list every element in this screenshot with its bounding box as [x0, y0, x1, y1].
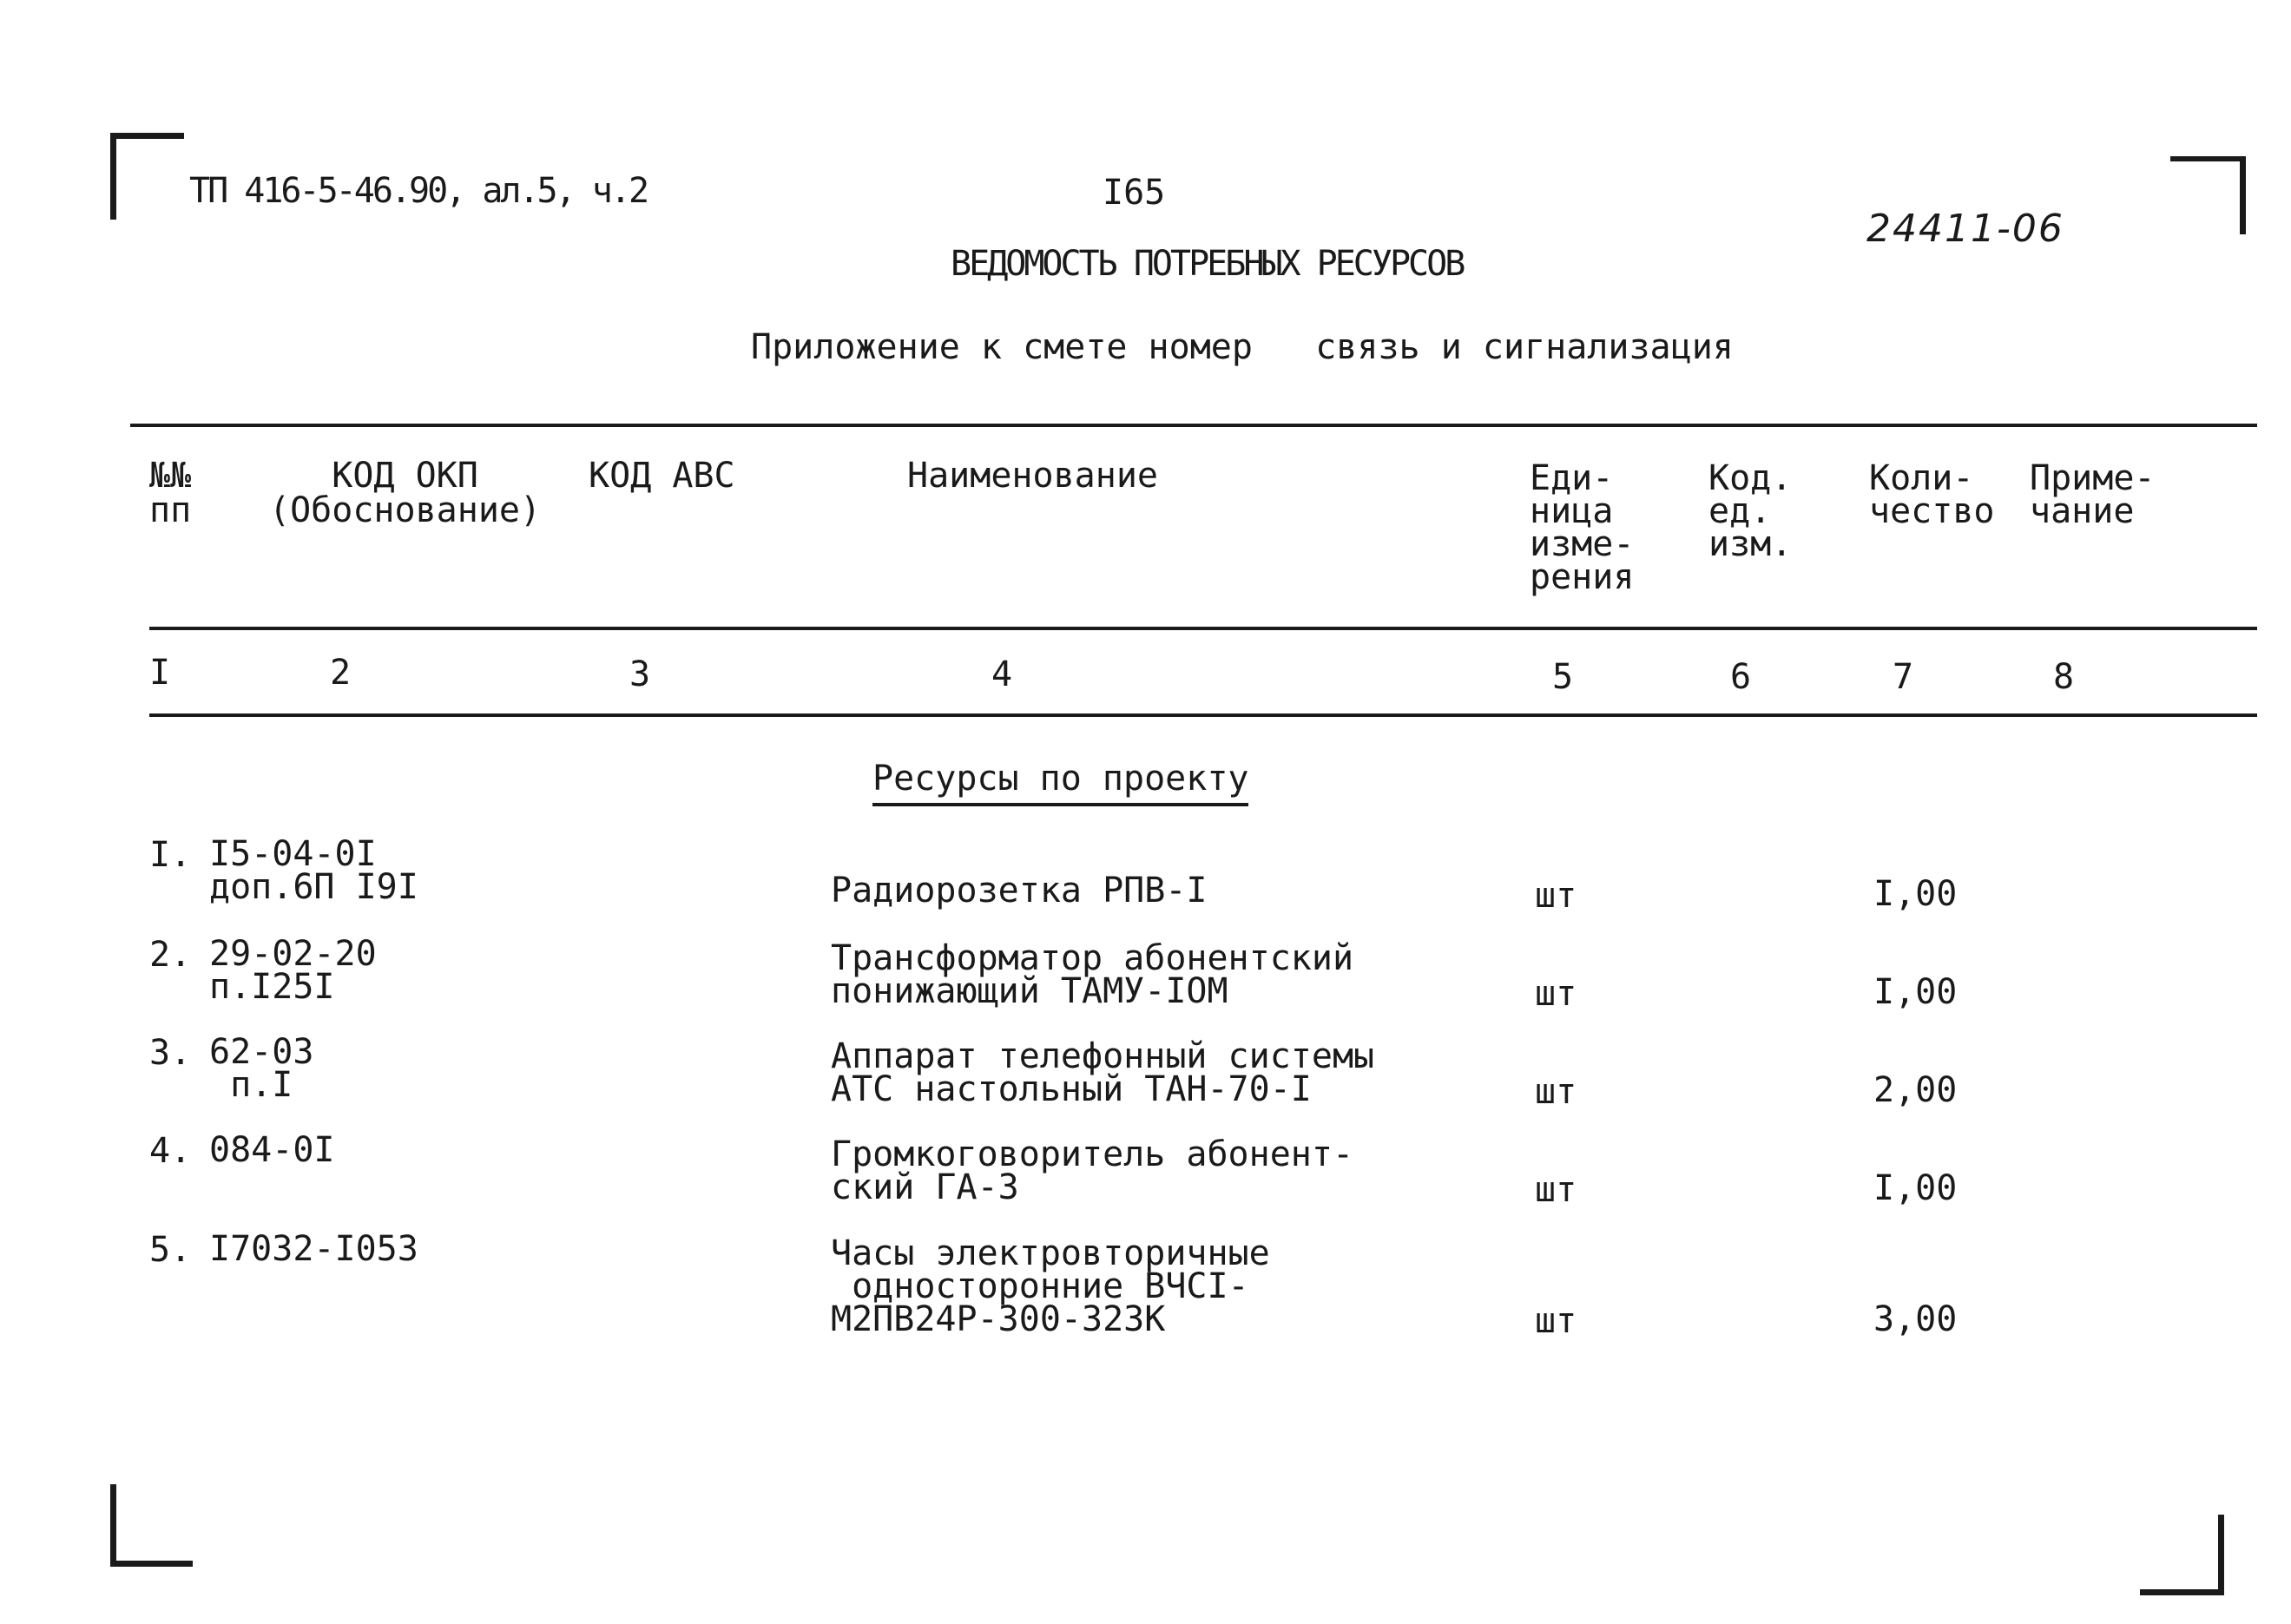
table-row-quantity: 3,00: [1873, 1299, 1958, 1339]
document-title: ВЕДОМОСТЬ ПОТРЕБНЫХ РЕСУРСОВ: [951, 244, 1464, 284]
page-number: I65: [1103, 173, 1166, 213]
table-row-number: 2.: [149, 935, 192, 975]
header-okp-code: КОД ОКП (Обоснование): [269, 456, 542, 530]
section-title: Ресурсы по проекту: [872, 761, 1248, 806]
table-row-name: Аппарат телефонный системы АТС настольный ТАН-70-I: [831, 1036, 1375, 1109]
column-number: I: [149, 653, 171, 693]
header-abc-code: КОД АВС: [589, 456, 735, 496]
table-row-number: 3.: [149, 1033, 192, 1073]
column-number: 5: [1552, 657, 1574, 697]
table-row-number: 4.: [149, 1131, 192, 1171]
corner-mark-top-right: [2240, 156, 2246, 234]
handwritten-number: 24411-06: [1866, 207, 2064, 251]
header-unit-code: Код. ед. изм.: [1708, 458, 1793, 564]
table-row-quantity: I,00: [1873, 972, 1958, 1012]
header-unit: Еди- ница изме- рения: [1530, 458, 1635, 597]
corner-mark-top-right-h: [2170, 156, 2246, 161]
header-row-number: №№ пп: [149, 456, 192, 530]
header-note: Приме- чание: [2030, 458, 2156, 531]
corner-mark-bottom-left: [110, 1484, 116, 1567]
column-number: 8: [2053, 657, 2075, 697]
table-row-number: 5.: [149, 1230, 192, 1270]
table-row-name: Часы электровторичные односторонние ВЧСI- М2ПВ24Р-300-323К: [831, 1233, 1270, 1339]
column-number: 3: [629, 654, 651, 694]
table-row-unit: шт: [1535, 1301, 1577, 1341]
table-row-code: 62-03 п.I: [209, 1032, 314, 1105]
header-quantity: Коли- чество: [1869, 458, 1995, 531]
table-row-name: Радиорозетка РПВ-I: [831, 871, 1208, 911]
table-row-quantity: 2,00: [1873, 1070, 1958, 1110]
table-row-unit: шт: [1535, 1170, 1577, 1210]
header-bottom-rule: [149, 627, 2257, 630]
corner-mark-bottom-right: [2218, 1515, 2224, 1595]
table-row-name: Трансформатор абонентский понижающий ТАМУ-IOM: [831, 938, 1354, 1011]
column-number: 7: [1893, 657, 1914, 697]
header-name: Наименование: [907, 456, 1158, 496]
column-numbers-bottom-rule: [149, 713, 2257, 717]
column-number: 6: [1730, 657, 1752, 697]
table-row-quantity: I,00: [1873, 1168, 1958, 1208]
table-row-quantity: I,00: [1873, 874, 1958, 914]
table-row-code: I5-04-0I доп.6П I9I: [209, 834, 418, 907]
column-number: 2: [330, 653, 352, 693]
table-top-rule: [130, 424, 2257, 427]
table-row-unit: шт: [1535, 876, 1577, 916]
table-row-code: I7032-I053: [209, 1229, 418, 1269]
table-row-name: Громкоговоритель абонент- ский ГА-3: [831, 1134, 1354, 1207]
table-row-unit: шт: [1535, 974, 1577, 1014]
column-number: 4: [991, 654, 1013, 694]
table-row-code: 084-0I: [209, 1130, 335, 1170]
table-row-code: 29-02-20 п.I25I: [209, 934, 377, 1007]
table-row-number: I.: [149, 835, 192, 875]
corner-mark-top-left-h: [110, 133, 184, 139]
table-row-unit: шт: [1535, 1072, 1577, 1112]
corner-mark-bottom-right-h: [2140, 1589, 2224, 1595]
document-code: ТП 416-5-46.90, ал.5, ч.2: [189, 171, 648, 211]
corner-mark-top-left: [110, 133, 116, 220]
corner-mark-bottom-left-h: [110, 1561, 193, 1567]
document-subtitle: Приложение к смете номер связь и сигнализация: [751, 327, 1734, 367]
